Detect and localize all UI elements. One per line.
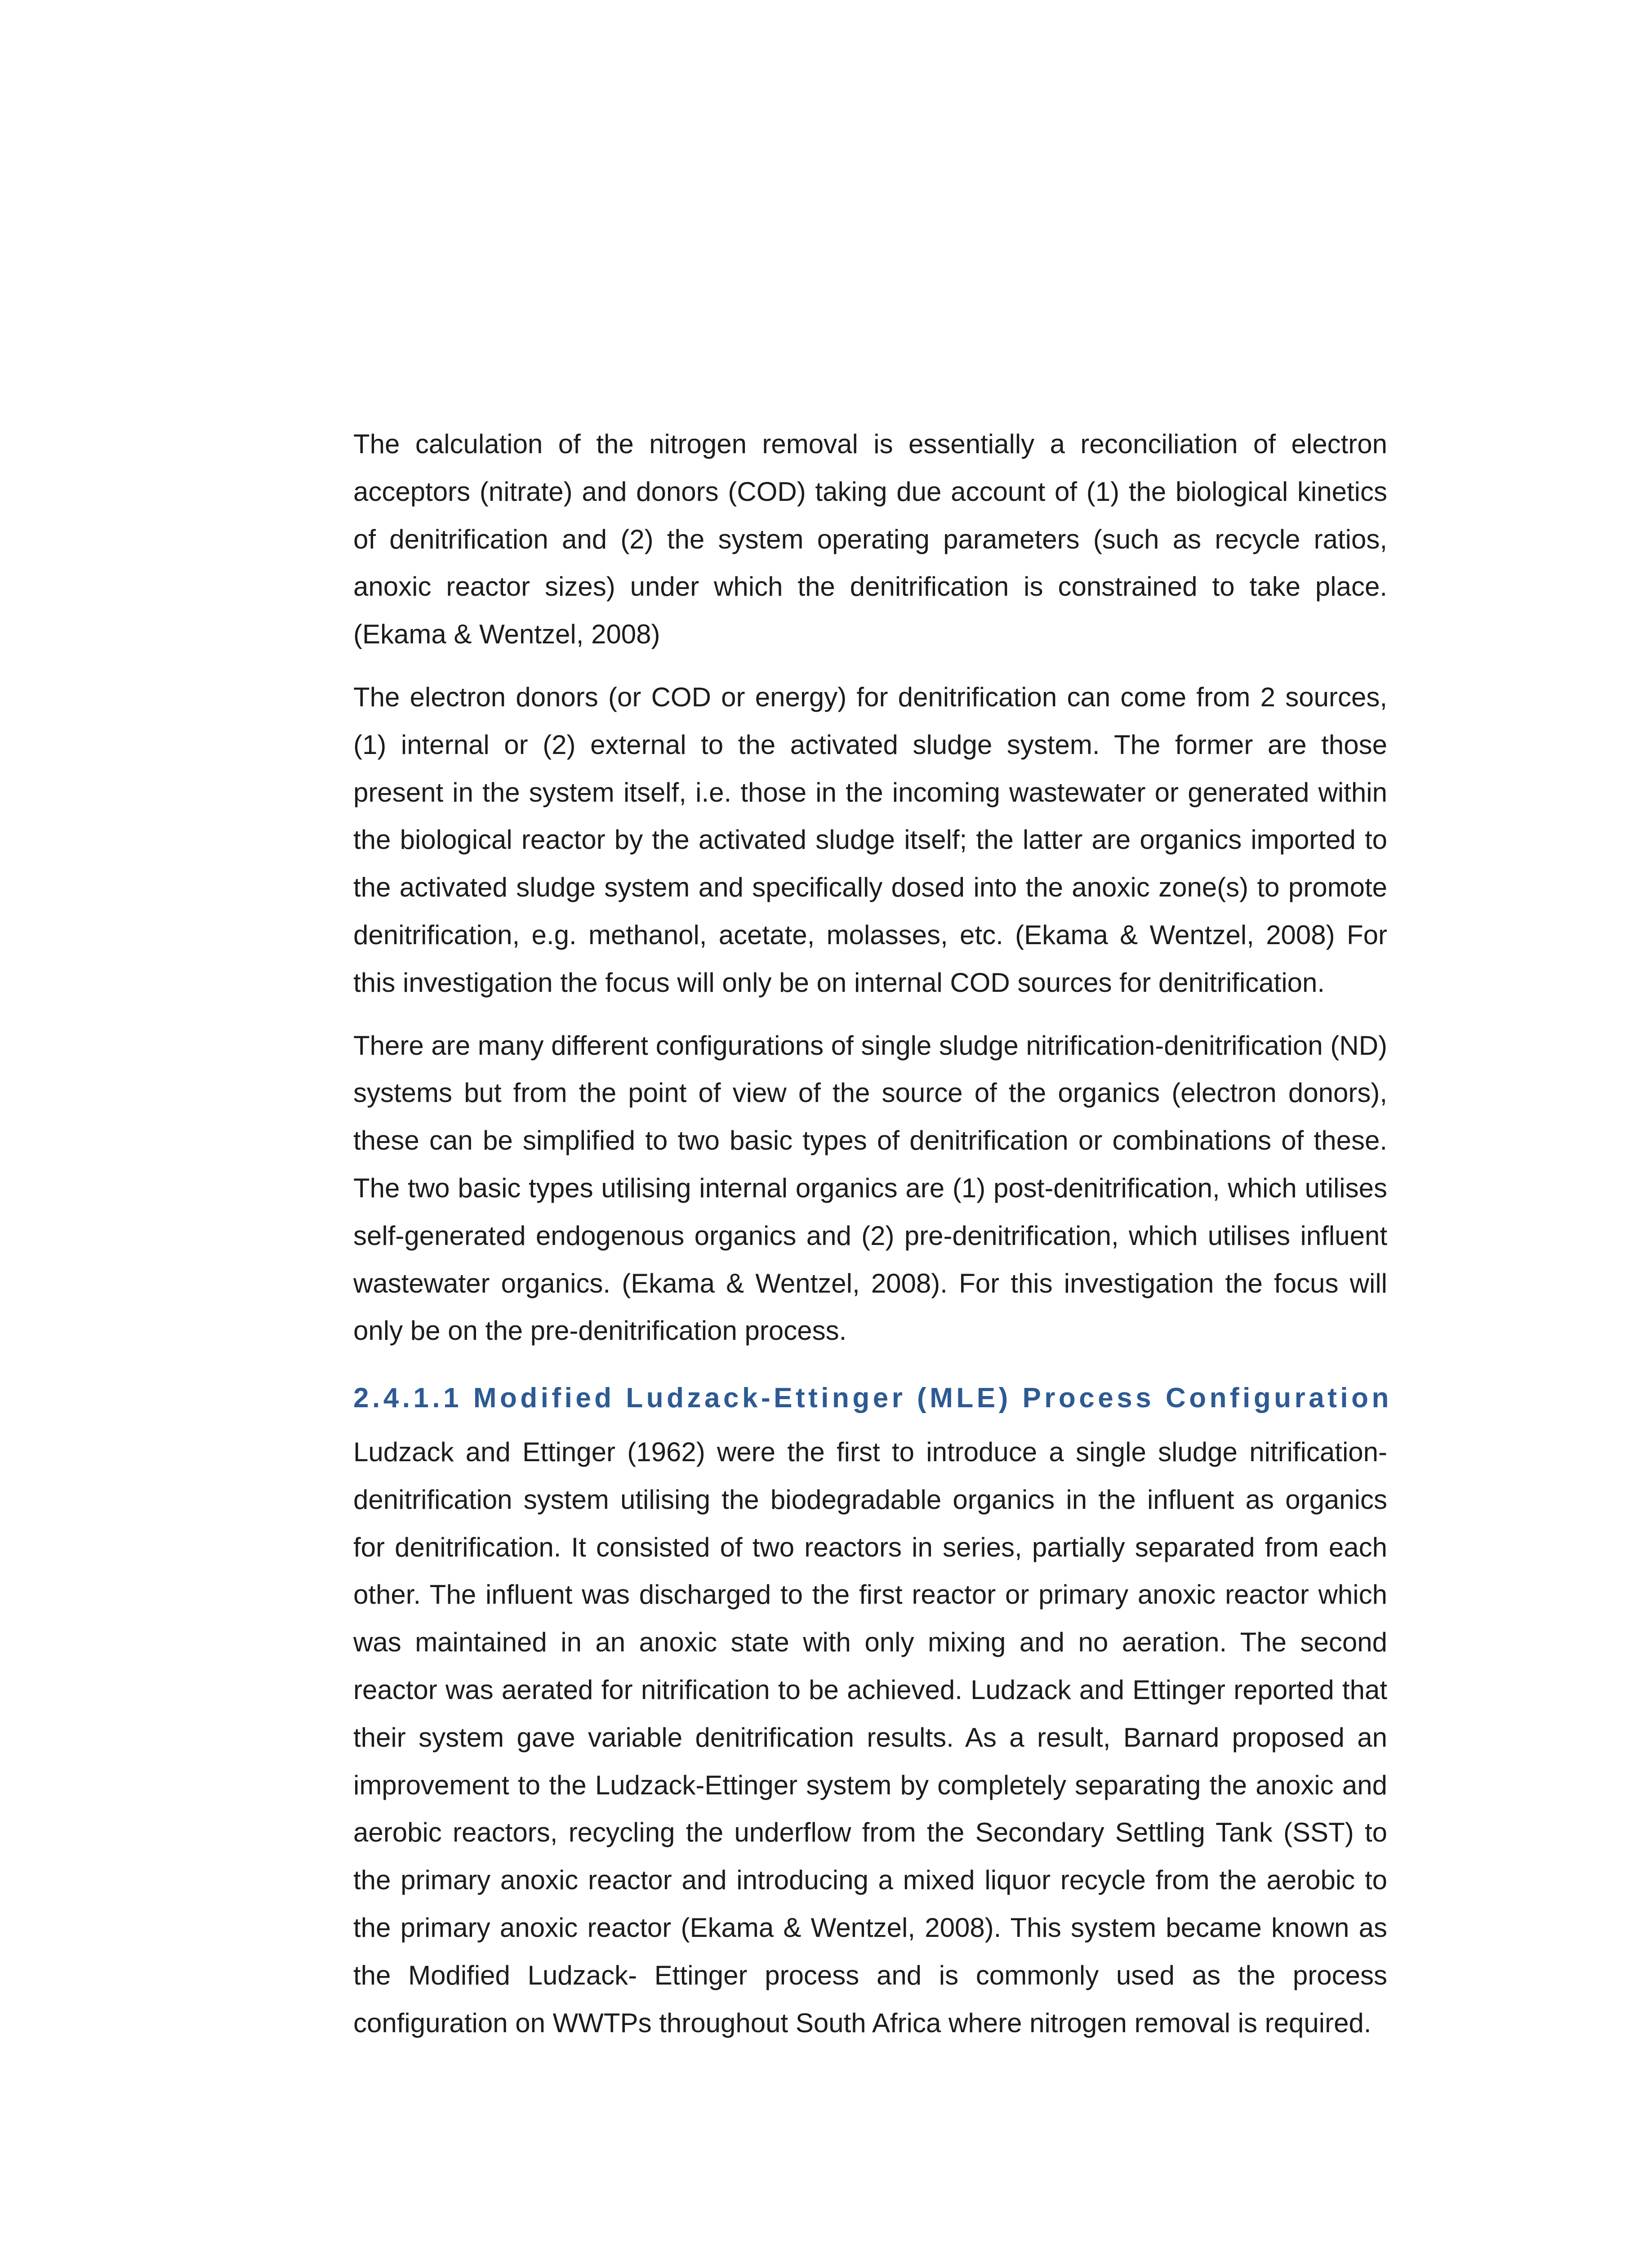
paragraph-spacer: [353, 1007, 1387, 1022]
page-body: [353, 420, 1392, 2047]
paragraph-ludzack-ettinger: Ludzack and Ettinger (1962) were the first to introduce a single sludge nitrification-denitrification system utilising the biodegradable organics in the influent as organics for denitrification. It consisted of two reactors in series, partially separated from each other. The influent was discharged to the first reactor or primary anoxic reactor which was maintained in an anoxic state with only mixing and no aeration. The second reactor was aerated for nitrification to be achieved. Ludzack and Ettinger reported that their system gave variable denitrification results. As a result, Barnard proposed an improvement to the Ludzack-Ettinger system by completely separating the anoxic and aerobic reactors, recycling the underflow from the Secondary Settling Tank (SST) to the primary anoxic reactor and introducing a mixed liquor recycle from the aerobic to the primary anoxic reactor (Ekama & Wentzel, 2008). This system became known as the Modified Ludzack- Ettinger process and is commonly used as the process configuration on WWTPs throughout South Africa where nitrogen removal is required.: [353, 1436, 1387, 2038]
paragraph-nitrogen-removal-calculation: The calculation of the nitrogen removal is essentially a reconciliation of electron acceptors (nitrate) and donors (COD) taking due account of (1) the biological kinetics of denitrification and (2) the system operating parameters (such as recycle ratios, anoxic reactor sizes) under which the denitrification is constrained to take place. (Ekama & Wentzel, 2008): [353, 429, 1387, 650]
paragraph-spacer: [353, 658, 1387, 674]
section-heading-mle-process: 2.4.1.1 Modified Ludzack-Ettinger (MLE) Process Configuration: [353, 1383, 1392, 1414]
paragraph-nd-configurations: There are many different configurations of single sludge nitrification-denitrification (ND) systems but from the point of view of the source of the organics (electron donors), these can be simplified to two basic types of denitrification or combinations of these. The two basic types utilising internal organics are (1) post-denitrification, which utilises self-generated endogenous organics and (2) pre-denitrification, which utilises influent wastewater organics. (Ekama & Wentzel, 2008). For this investigation the focus will only be on the pre-denitrification process.: [353, 1030, 1388, 1346]
paragraph-electron-donors: The electron donors (or COD or energy) for denitrification can come from 2 sources, (1) internal or (2) external to the activated sludge system. The former are those present in the system itself, i.e. those in the incoming wastewater or generated within the biological reactor by the activated sludge itself; the latter are organics imported to the activated sludge system and specifically dosed into the anoxic zone(s) to promote denitrification, e.g. methanol, acetate, molasses, etc. (Ekama & Wentzel, 2008) For this investigation the focus will only be on internal COD sources for denitrification.: [353, 682, 1387, 998]
